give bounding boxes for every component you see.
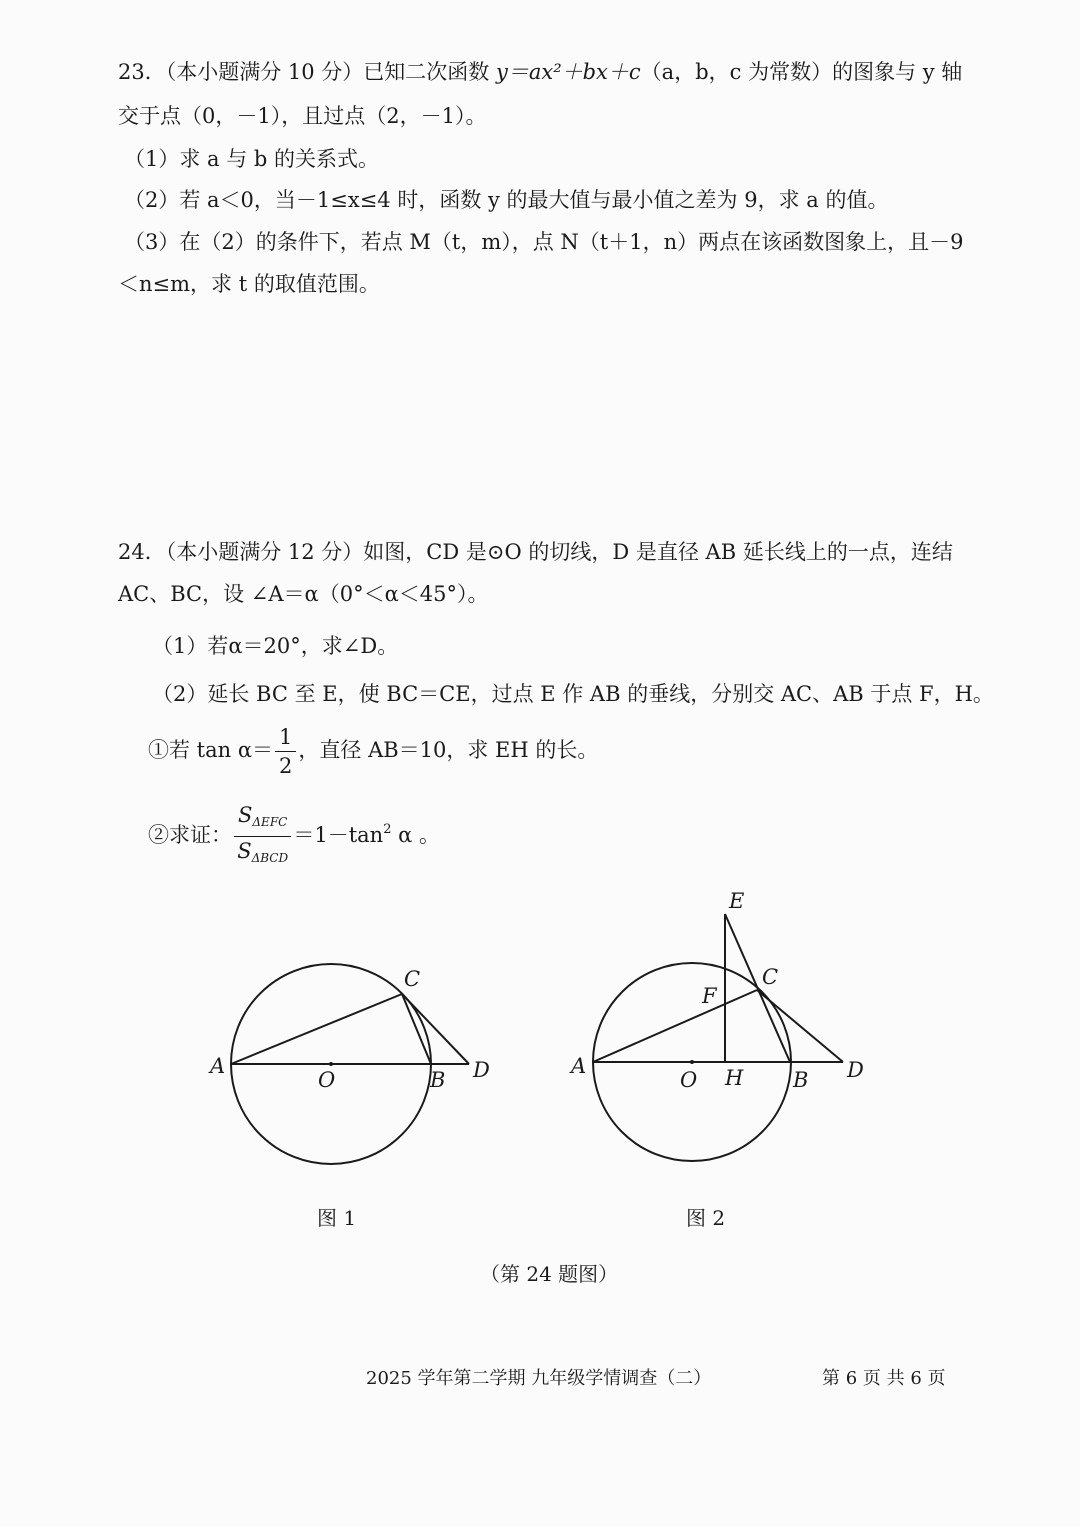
area-symbol-numerator: S [238,803,253,827]
q23-line1 [118,56,962,88]
fig2-label-F: F [702,984,717,1008]
fig1-label-B: B [430,1068,446,1092]
area-ratio-fraction [234,801,291,872]
footer-exam-title: 2025 学年第二学期 九年级学情调查（二） [366,1368,712,1389]
fig2-label-D: D [847,1058,864,1082]
fraction-numerator: 1 [275,723,296,752]
fig1-label-O: O [318,1068,336,1092]
fig2-label-B: B [793,1068,809,1092]
figure-2 [593,914,843,1161]
q24-sub1-prefix: ①若 tan α＝ [148,738,274,762]
fig1-line-BC [402,994,431,1064]
footer-page-number: 第 6 页 共 6 页 [822,1368,946,1389]
fig1-line-CD [402,994,469,1064]
fig1-line-AC [231,994,402,1064]
q24-part2: （2）延长 BC 至 E，使 BC＝CE，过点 E 作 AB 的垂线，分别交 AC、AB 于点 F，H。 [152,682,994,706]
q24-sub1-suffix: ，直径 AB＝10，求 EH 的长。 [298,738,599,762]
q24-sub2-rhs: ＝1－tan [293,823,384,847]
q23-part2: （2）若 a＜0，当－1≤x≤4 时，函数 y 的最大值与最小值之差为 9，求 a 的值。 [124,188,889,212]
q24-sub2-prefix: ②求证： [148,823,232,847]
figure-1 [231,964,469,1164]
fig2-line-CD [757,990,843,1062]
q24-line1: 24．（本小题满分 12 分）如图，CD 是⊙O 的切线，D 是直径 AB 延长线上的一点，连结 [118,540,953,564]
q24-sub2-tail: α 。 [391,823,441,847]
fig2-label-C: C [762,965,779,989]
area-symbol-denominator: S [237,839,252,863]
fig2-label-E: E [729,889,745,913]
q23-line1-a: 23．（本小题满分 10 分）已知二次函数 [118,60,496,84]
q24-line2: AC、BC，设 ∠A＝α（0°＜α＜45°）。 [118,582,489,606]
fig2-label-H: H [725,1066,744,1090]
fig2-line-AC [593,990,757,1062]
fraction-one-half [275,723,296,780]
fraction-denominator: 2 [279,754,293,778]
q23-line2: 交于点（0，－1），且过点（2，－1）。 [118,104,487,128]
q24-sub1 [148,720,598,780]
triangle-efc: ΔEFC [252,815,288,829]
fig2-label-A: A [571,1054,587,1078]
figures-svg [0,880,1080,1220]
q23-part3-a: （3）在（2）的条件下，若点 M（t，m），点 N（t＋1，n）两点在该函数图象上，且－9 [124,230,964,254]
q24-sub2 [148,800,440,872]
fig1-center-dot [329,1062,333,1066]
fig1-label-D: D [473,1058,490,1082]
q23-part1: （1）求 a 与 b 的关系式。 [124,147,380,171]
fig2-center-dot [690,1060,694,1064]
fig1-label-C: C [404,967,421,991]
q23-formula: y＝ax²＋bx＋c [495,60,641,84]
q23-line1-b: （a，b，c 为常数）的图象与 y 轴 [640,60,963,84]
fig1-label-A: A [210,1054,226,1078]
fig1-caption: 图 1 [317,1206,357,1230]
fig2-line-EB [725,914,790,1062]
triangle-bcd: ΔBCD [251,851,289,865]
q24-sub2-exponent: 2 [383,822,392,837]
q23-part3-b: ＜n≤m，求 t 的取值范围。 [118,272,380,296]
q24-part1: （1）若α＝20°，求∠D。 [152,634,399,658]
figure-title: （第 24 题图） [480,1262,619,1286]
fig2-label-O: O [680,1068,698,1092]
fig2-caption: 图 2 [686,1206,726,1230]
